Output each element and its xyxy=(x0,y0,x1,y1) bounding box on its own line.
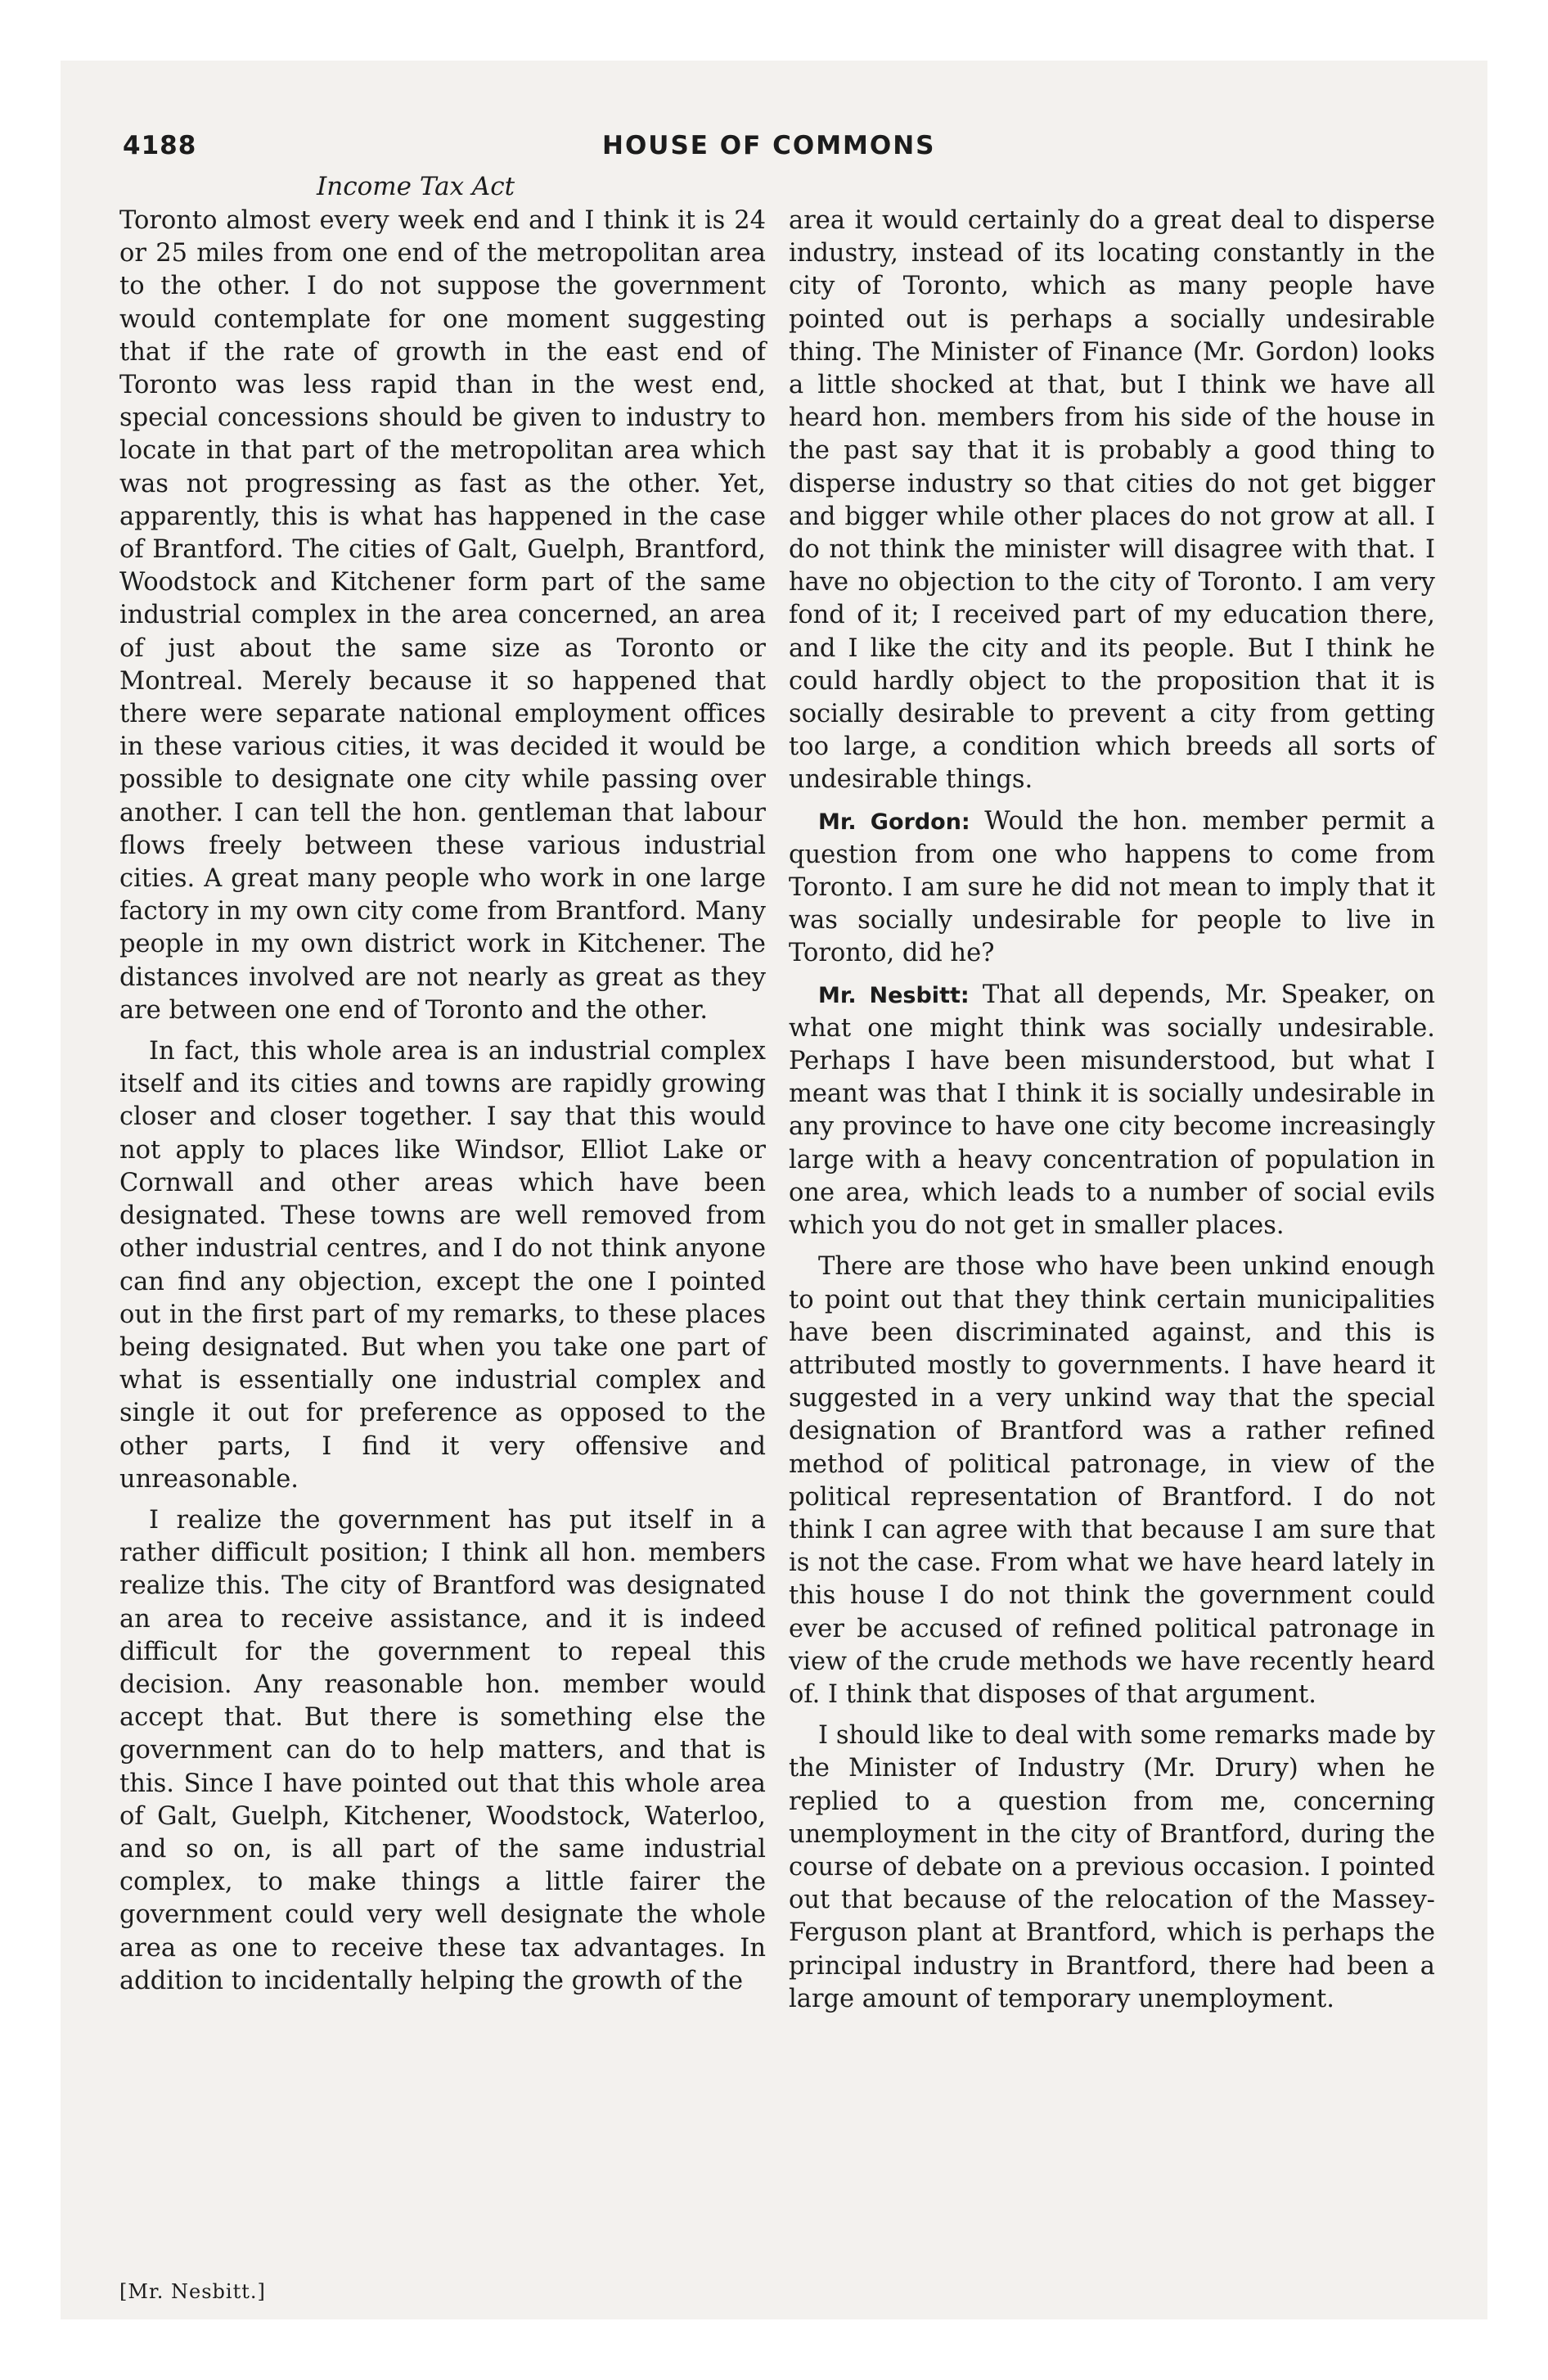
page-header xyxy=(123,131,1445,172)
right-column xyxy=(789,205,1435,2024)
footer-speaker-note: [Mr. Nesbitt.] xyxy=(119,2280,266,2303)
paragraph-text: Toronto almost every week end and I think it is 24 or 25 miles from one end of the metropolitan area to the other. I do not suppose the government would contemplate for one moment suggesting that if the rate of growth in the east end of Toronto was less rapid than in the west end, special concessions should be given to industry to locate in that part of the metropolitan area which was not progressing as fast as the other. Yet, apparently, this is what has happened in the case of Brantford. The cities of Galt, Guelph, Brantford, Woodstock and Kitchener form part of the same industrial complex in the area concerned, an area of just about the same size as Toronto or Montreal. Merely because it so happened that there were separate national employment offices in these various cities, it was decided it would be possible to designate one city while passing over another. I can tell the hon. gentleman that labour flows freely between these various industrial cities. A great many people who work in one large factory in my own city come from Brantford. Many people in my own district work in Kitchener. The distances involved are not nearly as great as they are between one end of Toronto and the other. xyxy=(119,206,766,1025)
running-head: HOUSE OF COMMONS xyxy=(602,131,936,160)
speaker-name: Mr. Nesbitt: xyxy=(818,982,970,1008)
speaker-name: Mr. Gordon: xyxy=(818,809,970,835)
paragraph xyxy=(789,1720,1435,2016)
paragraph xyxy=(119,205,766,1027)
paragraph-text: Would the hon. member permit a question from one who happens to come from Toronto. I am sure he did not mean to imply that it was socially undesirable for people to live in Toronto, did he? xyxy=(789,806,1435,968)
paragraph-text: In fact, this whole area is an industrial complex itself and its cities and towns are rapidly growing closer and closer together. I say that this would not apply to places like Windsor, Elliot Lake or Cornwall and other areas which have been designated. These towns are well removed from other industrial centres, and I do not think anyone can find any objection, except the one I pointed out in the first part of my remarks, to these places being designated. But when you take one part of what is essentially one industrial complex and single it out for preference as opposed to the other parts, I find it very offensive and unreasonable. xyxy=(119,1037,766,1494)
paragraph-text: area it would certainly do a great deal to disperse industry, instead of its locating constantly in the city of Toronto, which as many people have pointed out is perhaps a socially undesirable thing. The Minister of Finance (Mr. Gordon) looks a little shocked at that, but I think we have all heard hon. members from his side of the house in the past say that it is probably a good thing to disperse industry so that cities do not get bigger and bigger while other places do not grow at all. I do not think the minister will disagree with that. I have no objection to the city of Toronto. I am very fond of it; I received part of my education there, and I like the city and its people. But I think he could hardly object to the proposition that it is socially desirable to prevent a city from getting too large, a condition which breeds all sorts of undesirable things. xyxy=(789,206,1435,795)
paragraph xyxy=(119,1035,766,1496)
paragraph-text: That all depends, Mr. Speaker, on what one might think was socially undesirable. Perhaps I have been misunderstood, but what I meant was that I think it is socially undesirable in any province to have one city become increasingly large with a heavy concentration of population in one area, which leads to a number of social evils which you do not get in smaller places. xyxy=(789,980,1435,1241)
section-title: Income Tax Act xyxy=(317,172,515,201)
paragraph-text: There are those who have been unkind enough to point out that they think certain municipalities have been discriminated against, and this is attributed mostly to governments. I have heard it suggested in a very unkind way that the special designation of Brantford was a rather refined method of political patronage, in view of the political representation of Brantford. I do not think I can agree with that because I am sure that is not the case. From what we have heard lately in this house I do not think the government could ever be accused of refined political patronage in view of the crude methods we have recently heard of. I think that disposes of that argument. xyxy=(789,1252,1435,1709)
paragraph-text: I should like to deal with some remarks made by the Minister of Industry (Mr. Drury) when he replied to a question from me, concerning unemployment in the city of Brantford, during the course of debate on a previous occasion. I pointed out that because of the relocation of the Massey-Ferguson plant at Brantford, which is perhaps the principal industry in Brantford, there had been a large amount of temporary unemployment. xyxy=(789,1721,1435,2013)
paragraph xyxy=(119,1504,766,1998)
left-column xyxy=(119,205,766,2006)
paragraph xyxy=(789,205,1435,797)
paragraph xyxy=(789,1251,1435,1711)
paragraph xyxy=(789,805,1435,971)
paragraph xyxy=(789,979,1435,1243)
paragraph-text: I realize the government has put itself in a rather difficult position; I think all hon. members realize this. The city of Brantford was designated an area to receive assistance, and it is indeed difficult for the government to repeal this decision. Any reasonable hon. member would accept that. But there is something else the government can do to help matters, and that is this. Since I have pointed out that this whole area of Galt, Guelph, Kitchener, Woodstock, Waterloo, and so on, is all part of the same industrial complex, to make things a little fairer the government could very well designate the whole area as one to receive these tax advantages. In addition to incidentally helping the growth of the xyxy=(119,1505,766,1995)
page-number: 4188 xyxy=(123,131,197,160)
